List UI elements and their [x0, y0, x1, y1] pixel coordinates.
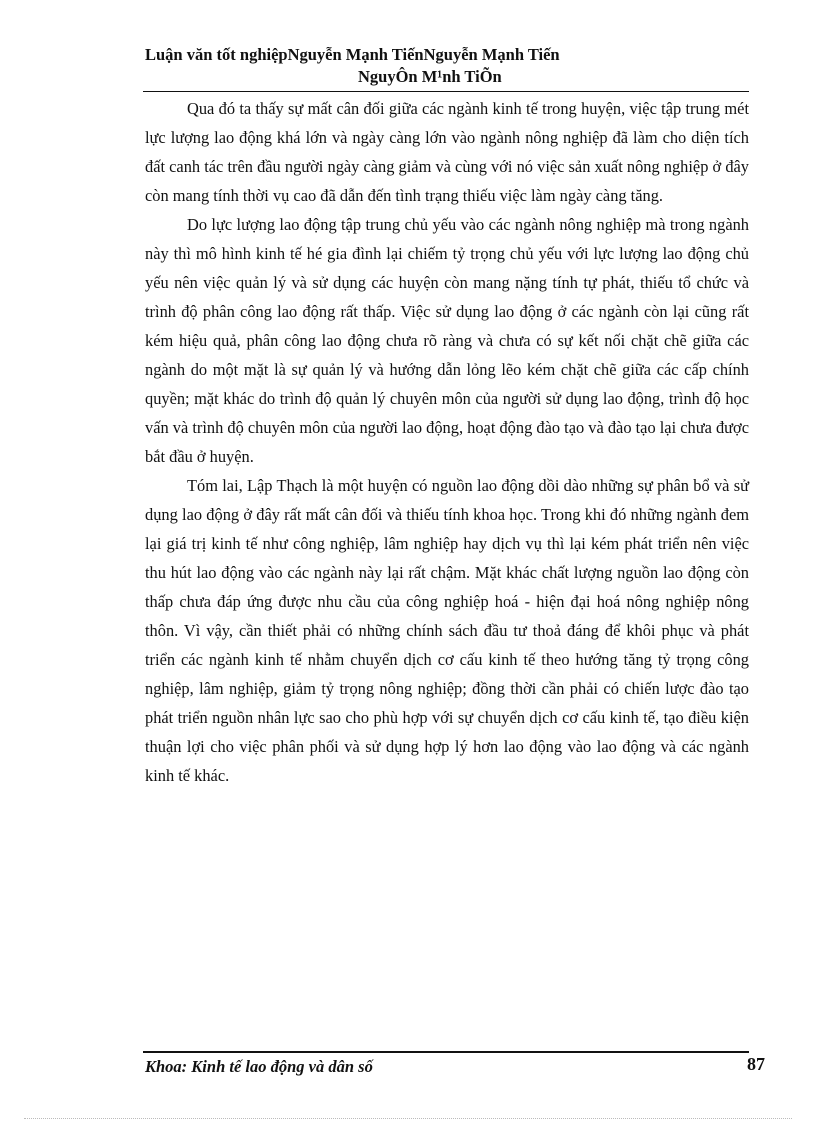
paragraph: Tóm lai, Lập Thạch là một huyện có nguồn lao động dồi dào những sự phân bổ và sử dụng lao động ở đây rất mất cân đối và thiếu tính khoa học. Trong khi đó những ngành đem lại giá trị kinh tế như công nghiệp, lâm nghiệp hay dịch vụ thì lại kém phát triển nên việc thu hút lao động vào các ngành này lại rất chậm. Mặt khác chất lượng nguồn lao động còn thấp chưa đáp ứng được nhu cầu của công nghiệp hoá - hiện đại hoá nông nghiệp nông thôn. Vì vậy, cần thiết phải có những chính sách đầu tư thoả đáng để khôi phục và phát triển các ngành kinh tế nhằm chuyển dịch cơ cấu kinh tế theo hướng tăng tỷ trọng công nghiệp, lâm nghiệp, giảm tỷ trọng nông nghiệp; đồng thời cần phải có chiến lược đào tạo phát triển nguồn nhân lực sao cho phù hợp với sự chuyển dịch cơ cấu kinh tế, tạo điều kiện thuận lợi cho việc phân phối và sử dụng hợp lý hơn lao động vào lao động và các ngành kinh tế khác. [145, 476, 749, 785]
body-text [145, 94, 749, 790]
paragraph: Do lực lượng lao động tập trung chủ yếu vào các ngành nông nghiệp mà trong ngành này thì mô hình kinh tế hé gia đình lại chiếm tỷ trọng chủ yếu với lực lượng lao động chủ yếu nên việc quản lý và sử dụng các huyện còn mang nặng tính tự phát, thiếu tổ chức và trình độ phân công lao động rất thấp. Việc sử dụng lao động ở các ngành còn lại cũng rất kém hiệu quả, phân công lao động chưa rõ ràng và chưa có sự kết nối chặt chẽ giữa các ngành do một mặt là sự quản lý và hướng dẫn lỏng lẽo kém chặt chẽ giữa các cấp chính quyền; mặt khác do trình độ quản lý chuyên môn của người sử dụng lao động, trình độ học vấn và trình độ chuyên môn của người lao động, hoạt động đào tạo và đào tạo lại chưa được bắt đầu ở huyện. [145, 215, 749, 466]
header-divider [143, 91, 749, 92]
page-bottom-edge [24, 1118, 792, 1119]
header-title: Luận văn tốt nghiệpNguyễn Mạnh TiếnNguyễn Mạnh Tiến [145, 45, 560, 64]
page-number: 87 [747, 1054, 765, 1074]
footer-department: Khoa: Kinh tế lao động và dân số [145, 1057, 373, 1076]
page-header [145, 44, 749, 88]
footer-divider [143, 1051, 749, 1053]
header-author: NguyÔn M¹nh TiÕn [358, 67, 502, 86]
paragraph: Qua đó ta thấy sự mất cân đối giữa các ngành kinh tế trong huyện, việc tập trung mét lực lượng lao động khá lớn và ngày càng lớn vào ngành nông nghiệp đã làm cho diện tích đất canh tác trên đầu người ngày càng giảm và cùng với nó việc sản xuất nông nghiệp ở đây còn mang tính thời vụ cao đã dẫn đến tình trạng thiếu việc làm ngày càng tăng. [145, 99, 749, 205]
